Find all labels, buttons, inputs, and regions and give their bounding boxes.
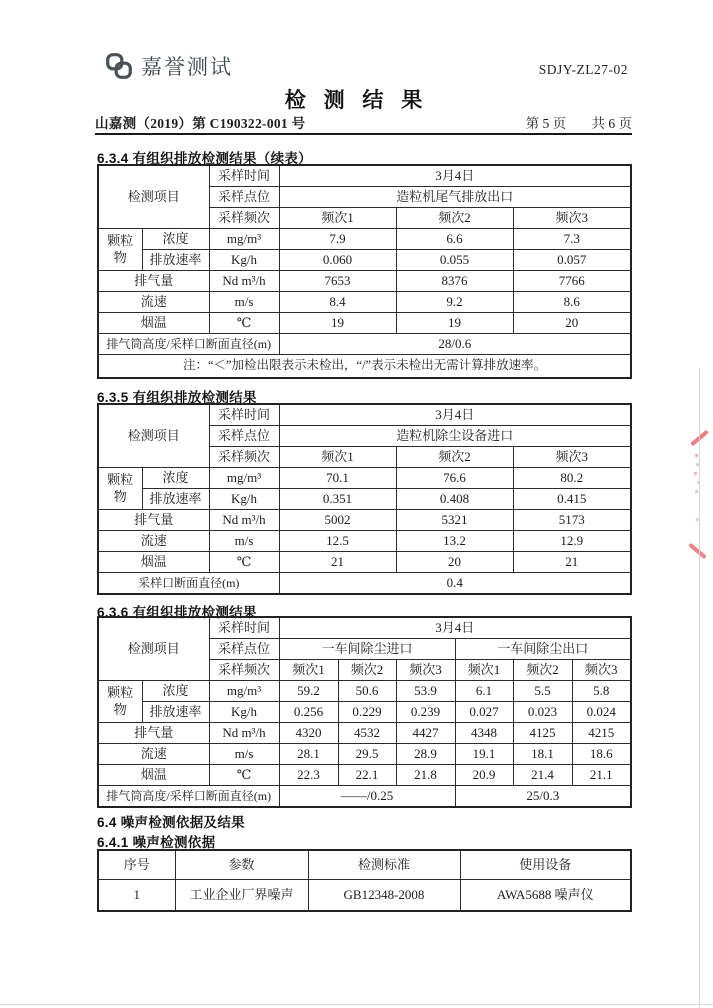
sample-point-label: 采样点位 (209, 639, 279, 660)
value-cell: 22.1 (338, 765, 396, 786)
table-row (98, 489, 631, 510)
value-cell: 8.6 (513, 292, 631, 313)
unit-cell: Nd m³/h (209, 723, 279, 744)
value-cell: 19.1 (455, 744, 513, 765)
value-cell: 0.027 (455, 702, 513, 723)
particle-label: 颗粒物 (98, 681, 142, 723)
page-title: 检 测 结 果 (284, 89, 429, 112)
value-cell: 7.3 (513, 229, 631, 250)
value-cell: 12.5 (279, 531, 396, 552)
unit-cell: mg/m³ (209, 468, 279, 489)
freq-header: 频次3 (513, 208, 631, 229)
row-label: 烟温 (98, 765, 209, 786)
value-cell: 21 (513, 552, 631, 573)
value-cell: 5173 (513, 510, 631, 531)
value-cell: 0.023 (513, 702, 572, 723)
value-cell: 5.8 (572, 681, 631, 702)
table-6-3-6 (97, 616, 632, 808)
value-cell: 13.2 (396, 531, 513, 552)
project-label: 检测项目 (98, 617, 209, 681)
section-heading-6-3-6: 6.3.6 有组织排放检测结果 (97, 605, 257, 620)
freq-header: 频次2 (338, 660, 396, 681)
unit-cell: Nd m³/h (209, 510, 279, 531)
value-cell: 18.1 (513, 744, 572, 765)
unit-cell: mg/m³ (209, 229, 279, 250)
value-cell: 0.057 (513, 250, 631, 271)
table-6-3-4 (97, 164, 632, 379)
row-label: 流速 (98, 292, 209, 313)
sample-time-value: 3月4日 (279, 404, 631, 426)
row-label: 排气量 (98, 723, 209, 744)
table-row (98, 681, 631, 702)
stack-label: 采样口断面直径(m) (98, 573, 279, 595)
doc-code: SDJY-ZL27-02 (538, 62, 628, 77)
unit-cell: Nd m³/h (209, 271, 279, 292)
row-label: 浓度 (142, 681, 209, 702)
header-rule (95, 133, 632, 135)
scan-page-edge (699, 368, 700, 1008)
value-cell: 53.9 (396, 681, 455, 702)
table-row (98, 531, 631, 552)
value-cell: 76.6 (396, 468, 513, 489)
value-cell: 19 (279, 313, 396, 334)
sample-point-value: 造粒机尾气排放出口 (279, 187, 631, 208)
sample-point-label: 采样点位 (209, 426, 279, 447)
sample-time-value: 3月4日 (279, 165, 631, 187)
value-cell: 5321 (396, 510, 513, 531)
table-row (98, 250, 631, 271)
value-cell: 7766 (513, 271, 631, 292)
table-header-row (98, 850, 631, 880)
section-heading-6-3-4: 6.3.4 有组织排放检测结果（续表） (97, 151, 312, 166)
value-cell: 9.2 (396, 292, 513, 313)
value-cell: 7.9 (279, 229, 396, 250)
unit-cell: ℃ (209, 313, 279, 334)
column-header-no: 序号 (98, 850, 175, 880)
table-row (98, 765, 631, 786)
value-cell: 0.415 (513, 489, 631, 510)
project-label: 检测项目 (98, 404, 209, 468)
value-cell: 8376 (396, 271, 513, 292)
freq-header: 频次1 (279, 208, 396, 229)
particle-label: 颗粒物 (98, 229, 142, 271)
value-cell: AWA5688 噪声仪 (460, 880, 631, 912)
table-row (98, 229, 631, 250)
sample-point-value: 造粒机除尘设备进口 (279, 426, 631, 447)
stack-value-outlet: 25/0.3 (455, 786, 631, 808)
value-cell: 7653 (279, 271, 396, 292)
value-cell: 29.5 (338, 744, 396, 765)
row-label: 排放速率 (142, 250, 209, 271)
freq-header: 频次3 (513, 447, 631, 468)
value-cell: 5002 (279, 510, 396, 531)
value-cell: GB12348-2008 (308, 880, 460, 912)
table-row (98, 786, 631, 808)
freq-header: 频次2 (396, 447, 513, 468)
row-label: 排放速率 (142, 489, 209, 510)
row-label: 排放速率 (142, 702, 209, 723)
report-number: 山嘉测（2019）第 C190322-001 号 (95, 116, 306, 131)
sample-freq-label: 采样频次 (209, 208, 279, 229)
table-row (98, 510, 631, 531)
table-row (98, 702, 631, 723)
sample-freq-label: 采样频次 (209, 447, 279, 468)
value-cell: 4320 (279, 723, 338, 744)
value-cell: 20 (513, 313, 631, 334)
sample-time-label: 采样时间 (209, 165, 279, 187)
brand (103, 50, 233, 82)
table-note: 注：“＜”加检出限表示未检出，“/”表示未检出无需计算排放速率。 (98, 355, 631, 379)
table-row (98, 404, 631, 426)
value-cell: 6.6 (396, 229, 513, 250)
section-heading-6-3-5: 6.3.5 有组织排放检测结果 (97, 390, 257, 405)
sample-point-outlet: 一车间除尘出口 (455, 639, 631, 660)
value-cell: 59.2 (279, 681, 338, 702)
table-row (98, 334, 631, 355)
section-heading-6-4-1: 6.4.1 噪声检测依据 (97, 835, 216, 850)
value-cell: 80.2 (513, 468, 631, 489)
table-row (98, 573, 631, 595)
unit-cell: mg/m³ (209, 681, 279, 702)
value-cell: 0.060 (279, 250, 396, 271)
sample-time-label: 采样时间 (209, 617, 279, 639)
row-label: 流速 (98, 531, 209, 552)
value-cell: 0.256 (279, 702, 338, 723)
row-label: 浓度 (142, 468, 209, 489)
row-label: 浓度 (142, 229, 209, 250)
freq-header: 频次3 (396, 660, 455, 681)
table-6-3-5 (97, 403, 632, 595)
red-stamp-text-fragment (695, 454, 698, 457)
red-stamp-arc (688, 543, 707, 560)
value-cell: 4427 (396, 723, 455, 744)
table-row (98, 355, 631, 379)
unit-cell: ℃ (209, 765, 279, 786)
page-total: 共 6 页 (591, 116, 632, 131)
page-current: 第 5 页 (525, 116, 567, 131)
column-header-standard: 检测标准 (308, 850, 460, 880)
table-row (98, 744, 631, 765)
table-row (98, 165, 631, 187)
value-cell: 工业企业厂界噪声 (175, 880, 308, 912)
value-cell: 4348 (455, 723, 513, 744)
value-cell: 1 (98, 880, 175, 912)
value-cell: 4532 (338, 723, 396, 744)
row-label: 烟温 (98, 313, 209, 334)
freq-header: 频次1 (455, 660, 513, 681)
value-cell: 20 (396, 552, 513, 573)
unit-cell: Kg/h (209, 489, 279, 510)
value-cell: 21 (279, 552, 396, 573)
freq-header: 频次2 (396, 208, 513, 229)
freq-header: 频次3 (572, 660, 631, 681)
stack-value: 28/0.6 (279, 334, 631, 355)
project-label: 检测项目 (98, 165, 209, 229)
value-cell: 21.1 (572, 765, 631, 786)
value-cell: 21.4 (513, 765, 572, 786)
value-cell: 0.024 (572, 702, 631, 723)
table-6-4-1 (97, 849, 632, 912)
row-label: 排气量 (98, 510, 209, 531)
value-cell: 20.9 (455, 765, 513, 786)
particle-label: 颗粒物 (98, 468, 142, 510)
unit-cell: m/s (209, 292, 279, 313)
page-info (526, 112, 632, 132)
sample-freq-label: 采样频次 (209, 660, 279, 681)
stack-value: 0.4 (279, 573, 631, 595)
unit-cell: ℃ (209, 552, 279, 573)
unit-cell: Kg/h (209, 702, 279, 723)
value-cell: 50.6 (338, 681, 396, 702)
sample-time-label: 采样时间 (209, 404, 279, 426)
value-cell: 0.408 (396, 489, 513, 510)
value-cell: 0.229 (338, 702, 396, 723)
value-cell: 0.351 (279, 489, 396, 510)
reference-row (95, 112, 632, 132)
stack-value-inlet: ——/0.25 (279, 786, 455, 808)
brand-logo-knot-icon (103, 50, 135, 82)
table-row (98, 880, 631, 912)
value-cell: 12.9 (513, 531, 631, 552)
unit-cell: m/s (209, 744, 279, 765)
value-cell: 6.1 (455, 681, 513, 702)
value-cell: 5.5 (513, 681, 572, 702)
scan-page-edge (0, 1004, 713, 1005)
freq-header: 频次2 (513, 660, 572, 681)
sample-point-inlet: 一车间除尘进口 (279, 639, 455, 660)
stack-label: 排气筒高度/采样口断面直径(m) (98, 334, 279, 355)
sample-time-value: 3月4日 (279, 617, 631, 639)
sample-point-label: 采样点位 (209, 187, 279, 208)
value-cell: 21.8 (396, 765, 455, 786)
value-cell: 4125 (513, 723, 572, 744)
value-cell: 28.9 (396, 744, 455, 765)
column-header-param: 参数 (175, 850, 308, 880)
value-cell: 0.055 (396, 250, 513, 271)
table-row (98, 617, 631, 639)
freq-header: 频次1 (279, 447, 396, 468)
value-cell: 28.1 (279, 744, 338, 765)
value-cell: 0.239 (396, 702, 455, 723)
freq-header: 频次1 (279, 660, 338, 681)
table-row (98, 552, 631, 573)
value-cell: 70.1 (279, 468, 396, 489)
row-label: 流速 (98, 744, 209, 765)
table-row (98, 313, 631, 334)
section-heading-6-4: 6.4 噪声检测依据及结果 (97, 815, 245, 830)
value-cell: 19 (396, 313, 513, 334)
table-row (98, 723, 631, 744)
stack-label: 排气筒高度/采样口断面直径(m) (98, 786, 279, 808)
value-cell: 8.4 (279, 292, 396, 313)
table-row (98, 271, 631, 292)
unit-cell: Kg/h (209, 250, 279, 271)
table-row (98, 468, 631, 489)
value-cell: 22.3 (279, 765, 338, 786)
column-header-device: 使用设备 (460, 850, 631, 880)
row-label: 烟温 (98, 552, 209, 573)
brand-name: 嘉誉测试 (141, 55, 233, 79)
value-cell: 18.6 (572, 744, 631, 765)
row-label: 排气量 (98, 271, 209, 292)
unit-cell: m/s (209, 531, 279, 552)
table-row (98, 292, 631, 313)
value-cell: 4215 (572, 723, 631, 744)
